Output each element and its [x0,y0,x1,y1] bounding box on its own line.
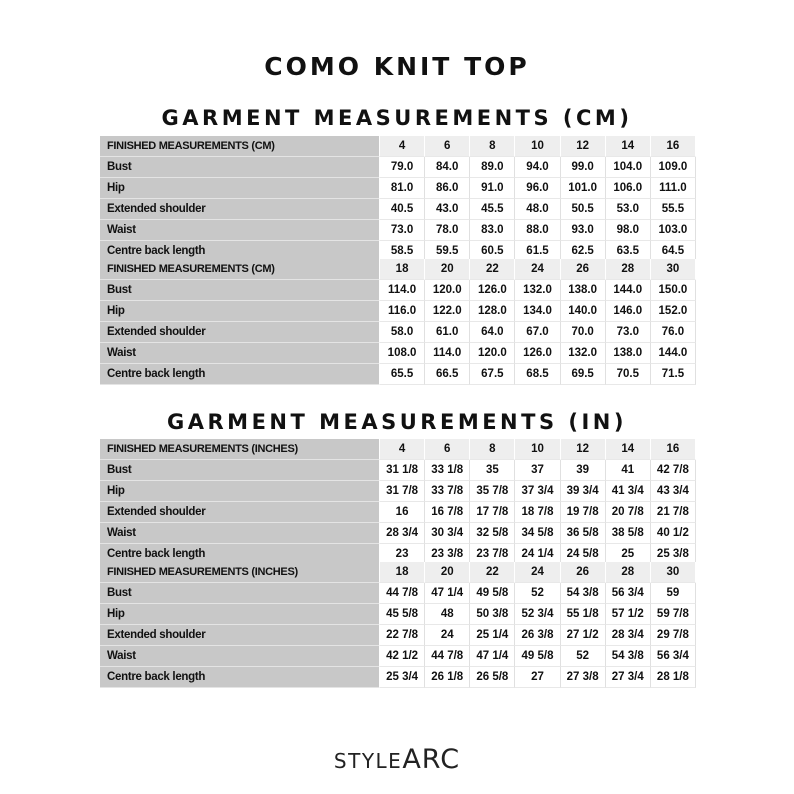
measurement-value: 70.0 [561,322,606,343]
measurement-value: 91.0 [470,178,515,199]
measurement-value: 64.0 [470,322,515,343]
size-header-cell: 30 [651,259,696,280]
size-header-cell: 10 [515,136,560,157]
table-row [100,199,696,220]
measurement-value: 49 5/8 [515,646,560,667]
measurement-value: 52 3/4 [515,604,560,625]
cm-section-heading: GARMENT MEASUREMENTS (CM) [161,106,633,130]
measurement-value: 27 1/2 [561,625,606,646]
measurement-value: 48 [425,604,470,625]
measurement-value: 21 7/8 [651,502,696,523]
measurement-value: 43 3/4 [651,481,696,502]
table-row [100,301,696,322]
measurement-value: 27 3/8 [561,667,606,688]
measurement-label: Extended shoulder [100,625,380,646]
measurement-value: 41 3/4 [606,481,651,502]
measurement-value: 44 7/8 [380,583,425,604]
header-label: FINISHED MEASUREMENTS (INCHES) [100,562,380,583]
measurement-value: 16 [380,502,425,523]
measurement-value: 20 7/8 [606,502,651,523]
size-header-cell: 14 [606,136,651,157]
measurement-value: 25 1/4 [470,625,515,646]
table-row [100,583,696,604]
size-header-cell: 10 [515,439,560,460]
measurement-value: 55.5 [651,199,696,220]
table-row [100,343,696,364]
table-row [100,625,696,646]
measurement-value: 71.5 [651,364,696,385]
size-header-row [100,562,696,583]
measurement-value: 25 3/4 [380,667,425,688]
measurement-value: 101.0 [561,178,606,199]
measurement-value: 132.0 [515,280,560,301]
table-row [100,460,696,481]
measurement-value: 40.5 [380,199,425,220]
measurement-value: 27 [515,667,560,688]
measurement-value: 52 [515,583,560,604]
measurement-value: 31 7/8 [380,481,425,502]
measurement-label: Waist [100,523,380,544]
size-header-row [100,136,696,157]
measurement-value: 81.0 [380,178,425,199]
measurement-value: 48.0 [515,199,560,220]
measurement-value: 45.5 [470,199,515,220]
measurement-value: 132.0 [561,343,606,364]
measurement-value: 40 1/2 [651,523,696,544]
size-header-cell: 16 [651,136,696,157]
measurement-value: 138.0 [561,280,606,301]
size-header-cell: 16 [651,439,696,460]
measurement-value: 104.0 [606,157,651,178]
measurement-value: 54 3/8 [561,583,606,604]
measurement-value: 54 3/8 [606,646,651,667]
size-header-row [100,259,696,280]
measurement-value: 42 7/8 [651,460,696,481]
inches-table-large-sizes [100,562,696,688]
measurement-value: 47 1/4 [470,646,515,667]
measurement-value: 43.0 [425,199,470,220]
table-row [100,604,696,625]
measurement-value: 57 1/2 [606,604,651,625]
size-header-cell: 8 [470,136,515,157]
measurement-label: Bust [100,460,380,481]
measurement-value: 67.0 [515,322,560,343]
measurement-value: 61.5 [515,241,560,262]
measurement-value: 126.0 [515,343,560,364]
size-header-cell: 6 [425,136,470,157]
measurement-value: 24 5/8 [561,544,606,565]
measurement-label: Waist [100,220,380,241]
measurement-value: 62.5 [561,241,606,262]
measurement-label: Hip [100,604,380,625]
measurement-value: 26 3/8 [515,625,560,646]
header-label: FINISHED MEASUREMENTS (CM) [100,259,380,280]
measurement-value: 56 3/4 [651,646,696,667]
measurement-value: 73.0 [380,220,425,241]
measurement-value: 114.0 [425,343,470,364]
measurement-label: Waist [100,646,380,667]
size-header-cell: 6 [425,439,470,460]
brand-logo [0,744,794,775]
measurement-value: 28 1/8 [651,667,696,688]
measurement-value: 76.0 [651,322,696,343]
measurement-label: Bust [100,157,380,178]
size-header-cell: 8 [470,439,515,460]
size-header-cell: 12 [561,439,606,460]
logo-arc-text: ARC [402,744,461,775]
size-header-cell: 20 [425,259,470,280]
size-header-cell: 24 [515,562,560,583]
measurement-value: 94.0 [515,157,560,178]
measurement-value: 58.0 [380,322,425,343]
measurement-value: 18 7/8 [515,502,560,523]
measurement-value: 23 [380,544,425,565]
measurement-value: 120.0 [470,343,515,364]
measurement-value: 38 5/8 [606,523,651,544]
size-header-cell: 26 [561,562,606,583]
measurement-value: 146.0 [606,301,651,322]
measurement-value: 63.5 [606,241,651,262]
measurement-label: Centre back length [100,544,380,565]
measurement-value: 68.5 [515,364,560,385]
measurement-value: 93.0 [561,220,606,241]
measurement-value: 42 1/2 [380,646,425,667]
measurement-label: Centre back length [100,364,380,385]
measurement-value: 39 [561,460,606,481]
measurement-value: 78.0 [425,220,470,241]
measurement-value: 53.0 [606,199,651,220]
measurement-value: 138.0 [606,343,651,364]
measurement-value: 150.0 [651,280,696,301]
measurement-label: Bust [100,280,380,301]
measurement-label: Hip [100,301,380,322]
size-header-row [100,439,696,460]
inches-section-heading: GARMENT MEASUREMENTS (IN) [167,410,627,434]
size-header-cell: 4 [380,439,425,460]
measurement-label: Centre back length [100,667,380,688]
size-header-cell: 18 [380,562,425,583]
table-row [100,481,696,502]
size-header-cell: 22 [470,562,515,583]
size-header-cell: 24 [515,259,560,280]
measurement-value: 33 1/8 [425,460,470,481]
measurement-value: 35 7/8 [470,481,515,502]
measurement-value: 66.5 [425,364,470,385]
measurement-value: 122.0 [425,301,470,322]
measurement-value: 73.0 [606,322,651,343]
measurement-label: Centre back length [100,241,380,262]
measurement-value: 60.5 [470,241,515,262]
cm-table-large-sizes [100,259,696,385]
measurement-value: 144.0 [651,343,696,364]
measurement-value: 96.0 [515,178,560,199]
measurement-value: 128.0 [470,301,515,322]
measurement-value: 35 [470,460,515,481]
logo-style-text: STYLE [333,749,403,773]
size-header-cell: 26 [561,259,606,280]
measurement-value: 126.0 [470,280,515,301]
size-header-cell: 22 [470,259,515,280]
measurement-value: 45 5/8 [380,604,425,625]
measurement-value: 41 [606,460,651,481]
measurement-value: 144.0 [606,280,651,301]
measurement-label: Waist [100,343,380,364]
measurement-value: 25 3/8 [651,544,696,565]
size-header-cell: 4 [380,136,425,157]
measurement-value: 26 5/8 [470,667,515,688]
measurement-value: 108.0 [380,343,425,364]
measurement-value: 37 [515,460,560,481]
measurement-value: 49 5/8 [470,583,515,604]
measurement-value: 17 7/8 [470,502,515,523]
measurement-value: 31 1/8 [380,460,425,481]
measurement-value: 69.5 [561,364,606,385]
measurement-value: 58.5 [380,241,425,262]
table-row [100,364,696,385]
measurement-value: 52 [561,646,606,667]
measurement-value: 114.0 [380,280,425,301]
table-row [100,157,696,178]
measurement-value: 140.0 [561,301,606,322]
measurement-value: 26 1/8 [425,667,470,688]
measurement-value: 24 1/4 [515,544,560,565]
measurement-value: 116.0 [380,301,425,322]
measurement-value: 106.0 [606,178,651,199]
header-label: FINISHED MEASUREMENTS (INCHES) [100,439,380,460]
measurement-value: 32 5/8 [470,523,515,544]
measurement-value: 88.0 [515,220,560,241]
measurement-value: 65.5 [380,364,425,385]
measurement-value: 36 5/8 [561,523,606,544]
measurement-value: 44 7/8 [425,646,470,667]
measurement-value: 70.5 [606,364,651,385]
page-title: COMO KNIT TOP [264,52,530,81]
measurement-value: 29 7/8 [651,625,696,646]
measurement-value: 39 3/4 [561,481,606,502]
measurement-value: 79.0 [380,157,425,178]
size-header-cell: 28 [606,259,651,280]
measurement-value: 28 3/4 [380,523,425,544]
measurement-value: 33 7/8 [425,481,470,502]
table-row [100,280,696,301]
inches-table-small-sizes [100,439,696,565]
measurement-label: Hip [100,481,380,502]
measurement-value: 59 [651,583,696,604]
table-row [100,523,696,544]
size-header-cell: 20 [425,562,470,583]
measurement-value: 56 3/4 [606,583,651,604]
measurement-value: 23 3/8 [425,544,470,565]
measurement-value: 24 [425,625,470,646]
measurement-value: 50.5 [561,199,606,220]
measurement-value: 30 3/4 [425,523,470,544]
measurement-value: 84.0 [425,157,470,178]
measurement-value: 25 [606,544,651,565]
measurement-value: 23 7/8 [470,544,515,565]
measurement-label: Extended shoulder [100,199,380,220]
size-header-cell: 18 [380,259,425,280]
size-header-cell: 14 [606,439,651,460]
measurement-value: 103.0 [651,220,696,241]
measurement-value: 67.5 [470,364,515,385]
measurement-value: 16 7/8 [425,502,470,523]
measurement-value: 37 3/4 [515,481,560,502]
measurement-value: 134.0 [515,301,560,322]
measurement-value: 86.0 [425,178,470,199]
measurement-value: 89.0 [470,157,515,178]
table-row [100,667,696,688]
table-row [100,322,696,343]
measurement-value: 83.0 [470,220,515,241]
measurement-value: 47 1/4 [425,583,470,604]
measurement-value: 120.0 [425,280,470,301]
measurement-value: 98.0 [606,220,651,241]
measurement-label: Extended shoulder [100,322,380,343]
table-row [100,178,696,199]
table-row [100,220,696,241]
measurement-value: 22 7/8 [380,625,425,646]
measurement-value: 64.5 [651,241,696,262]
measurement-value: 27 3/4 [606,667,651,688]
measurement-value: 55 1/8 [561,604,606,625]
measurement-value: 19 7/8 [561,502,606,523]
size-header-cell: 30 [651,562,696,583]
size-header-cell: 28 [606,562,651,583]
measurement-value: 152.0 [651,301,696,322]
measurement-value: 111.0 [651,178,696,199]
size-header-cell: 12 [561,136,606,157]
header-label: FINISHED MEASUREMENTS (CM) [100,136,380,157]
measurement-label: Hip [100,178,380,199]
measurement-value: 59.5 [425,241,470,262]
table-row [100,646,696,667]
table-row [100,502,696,523]
measurement-value: 109.0 [651,157,696,178]
cm-table-small-sizes [100,136,696,262]
measurement-value: 50 3/8 [470,604,515,625]
measurement-label: Extended shoulder [100,502,380,523]
measurement-value: 34 5/8 [515,523,560,544]
measurement-label: Bust [100,583,380,604]
measurement-value: 59 7/8 [651,604,696,625]
measurement-value: 28 3/4 [606,625,651,646]
measurement-value: 99.0 [561,157,606,178]
measurement-value: 61.0 [425,322,470,343]
